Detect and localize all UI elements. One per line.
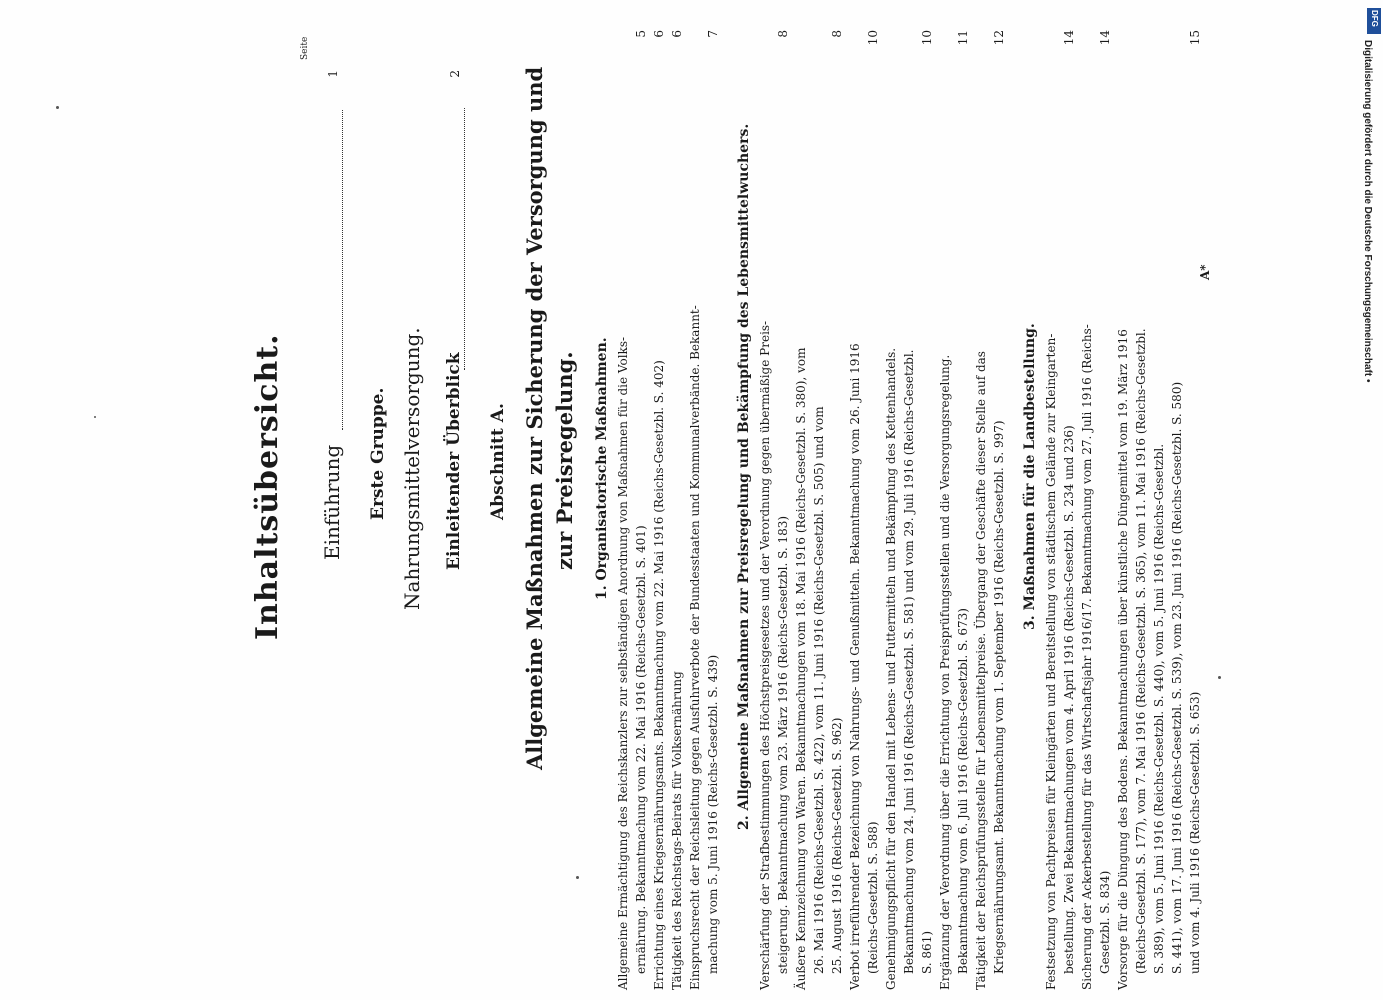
page-number: 8 xyxy=(830,30,844,38)
leader-dots xyxy=(464,108,465,370)
entry-line: Verbot irreführender Bezeichnung von Nahrungs- und Genußmitteln. Bekanntmachung vom 26. Juni 1916 xyxy=(848,343,862,990)
entry-line: S. 389), vom 5. Juni 1916 (Reichs-Gesetzbl. S. 440), vom 5. Juni 1916 (Reichs-Gesetzbl. xyxy=(1152,443,1166,974)
scan-speck xyxy=(94,416,96,418)
entry-line: S. 441), vom 17. Juni 1916 (Reichs-Gesetzbl. S. 539), vom 23. Juni 1916 (Reichs-Gesetzbl. S. 580) xyxy=(1170,381,1184,974)
rotated-document-page xyxy=(250,0,1210,990)
page-number: 10 xyxy=(920,30,934,46)
sub-heading-1: 1. Organisatorische Maßnahmen. xyxy=(594,337,610,600)
leader-dots xyxy=(342,110,343,430)
entry-line: Vorsorge für die Düngung des Bodens. Bekanntmachungen über künstliche Düngemittel vom 19. März 1916 xyxy=(1116,329,1130,990)
footer-mark: A* xyxy=(1198,264,1212,280)
entry-line: Sicherung der Ackerbestellung für das Wirtschaftsjahr 1916/17. Bekanntmachung vom 27. Juli 1916 (Reichs- xyxy=(1080,324,1094,990)
entry-line: (Reichs-Gesetzbl. S. 588) xyxy=(866,821,880,974)
entry-line: ernährung. Bekanntmachung vom 22. Mai 1916 (Reichs-Gesetzbl. S. 401) xyxy=(634,525,648,974)
page-number: 2 xyxy=(448,70,462,78)
sub-heading-3: 3. Maßnahmen für die Landbestellung. xyxy=(1022,323,1038,630)
main-heading-line1: Allgemeine Maßnahmen zur Sicherung der Versorgung und xyxy=(522,66,547,770)
page-number: 15 xyxy=(1188,30,1202,46)
group-heading: Erste Gruppe. xyxy=(368,387,388,520)
entry-line: 25. August 1916 (Reichs-Gesetzbl. S. 962) xyxy=(830,717,844,974)
entry-line: 26. Mai 1916 (Reichs-Gesetzbl. S. 422), vom 11. Juni 1916 (Reichs-Gesetzbl. S. 505) und vom xyxy=(812,406,826,974)
entry-line: Äußere Kennzeichnung von Waren. Bekanntmachungen vom 18. Mai 1916 (Reichs-Gesetzbl. S. 380), vom xyxy=(794,347,808,990)
entry-line: Kriegsernährungsamt. Bekanntmachung vom 1. September 1916 (Reichs-Gesetzbl. S. 997) xyxy=(992,420,1006,974)
entry-line: Gesetzbl. S. 834) xyxy=(1098,870,1112,974)
main-heading-line2: zur Preisregelung. xyxy=(552,351,577,570)
page-number: 6 xyxy=(670,30,684,38)
section-einfuehrung: Einführung xyxy=(320,444,344,560)
page-number: 5 xyxy=(634,30,648,38)
seite-label: Seite xyxy=(300,36,310,60)
entry-line: Genehmigungspflicht für den Handel mit Lebens- und Futtermitteln und Bekämpfung des Kettenhandels. xyxy=(884,347,898,990)
page-number: 7 xyxy=(706,30,720,38)
page-number: 10 xyxy=(866,30,880,46)
page-number: 11 xyxy=(956,30,970,46)
entry-line: Tätigkeit des Reichstags-Beirats für Volksernährung xyxy=(670,671,684,990)
entry-line: Errichtung eines Kriegsernährungsamts. Bekanntmachung vom 22. Mai 1916 (Reichs-Gesetzbl. S. 402) xyxy=(652,360,666,990)
entry-line: machung vom 5. Juni 1916 (Reichs-Gesetzbl. S. 439) xyxy=(706,654,720,974)
page-number: 8 xyxy=(776,30,790,38)
entry-line: und vom 4. Juli 1916 (Reichs-Gesetzbl. S. 653) xyxy=(1188,691,1202,974)
entry-line: bestellung. Zwei Bekanntmachungen vom 4. April 1916 (Reichs-Gesetzbl. S. 234 und 236) xyxy=(1062,425,1076,974)
entry-line: steigerung. Bekanntmachung vom 23. März 1916 (Reichs-Gesetzbl. S. 183) xyxy=(776,515,790,974)
page-number: 6 xyxy=(652,30,666,38)
entry-line: Bekanntmachung vom 24. Juni 1916 (Reichs-Gesetzbl. S. 581) und vom 29. Juli 1916 (Reichs-Gesetzbl. xyxy=(902,349,916,974)
entry-line: (Reichs-Gesetzbl. S. 177), vom 7. Mai 1916 (Reichs-Gesetzbl. S. 365), vom 11. Mai 1916 (Reichs-Gesetzbl. xyxy=(1134,328,1148,974)
section-ueberblick: Einleitender Überblick xyxy=(444,352,464,570)
abschnitt-heading: Abschnitt A. xyxy=(488,403,508,520)
page-number: 12 xyxy=(992,30,1006,46)
entry-line: S. 861) xyxy=(920,930,934,974)
nahrung-heading: Nahrungsmittelversorgung. xyxy=(400,327,424,610)
entry-line: Allgemeine Ermächtigung des Reichskanzlers zur selbständigen Anordnung von Maßnahmen für die Volks- xyxy=(616,336,630,990)
sub-heading-2: 2. Allgemeine Maßnahmen zur Preisregelung und Bekämpfung des Lebensmittelwuchers. xyxy=(736,123,752,830)
entry-line: Ergänzung der Verordnung über die Errichtung von Preisprüfungsstellen und die Versorgungsregelung. xyxy=(938,354,952,990)
entry-line: Festsetzung von Pachtpreisen für Kleingärten und Bereitstellung von städtischem Gelände zur Kleingarten- xyxy=(1044,333,1058,990)
document-title: Inhaltsübersicht. xyxy=(250,333,285,640)
scan-speck xyxy=(1218,676,1221,679)
page-number: 1 xyxy=(326,70,340,78)
digitization-credit: Digitalisierung gefördert durch die Deutsche Forschungsgemeinschaft • xyxy=(1362,40,1373,383)
entry-line: Verschärfung der Strafbestimmungen des Höchstpreisgesetzes und der Verordnung gegen übermäßige Preis- xyxy=(758,320,772,990)
dfg-logo: DFG xyxy=(1367,8,1381,34)
entry-line: Bekanntmachung vom 6. Juli 1916 (Reichs-Gesetzbl. S. 673) xyxy=(956,608,970,974)
page-number: 14 xyxy=(1098,30,1112,46)
scan-speck xyxy=(56,106,59,109)
page-number: 14 xyxy=(1062,30,1076,46)
entry-line: Einspruchsrecht der Reichsleitung gegen Ausfuhrverbote der Bundesstaaten und Kommunalverbände. Bekannt- xyxy=(688,305,702,990)
entry-line: Tätigkeit der Reichsprüfungsstelle für Lebensmittelpreise. Übergang der Geschäfte dieser Stelle auf das xyxy=(974,351,988,990)
